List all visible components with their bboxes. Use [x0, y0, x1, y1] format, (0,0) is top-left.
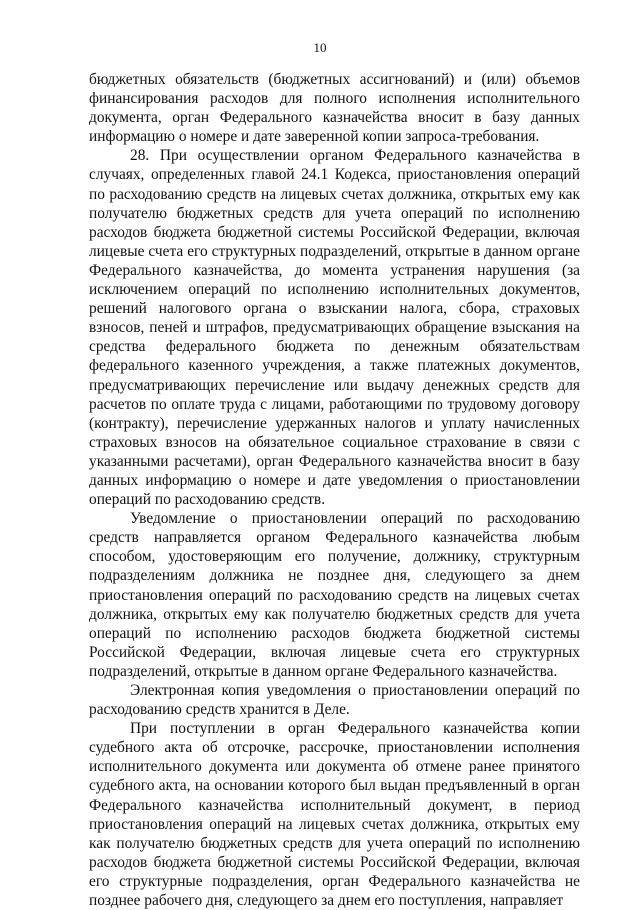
paragraph-continuation: бюджетных обязательств (бюджетных ассигнований) и (или) объемов финансирования расходов для полного исполнения исполнительного документа, орган Федерального казначейства вносит в базу данных информацию о номере и дате заверенной копии запроса-требования. — [89, 71, 580, 146]
paragraph-notification-sending: Уведомление о приостановлении операций по расходованию средств направляется органом Федерального казначейства любым способом, удостоверяющим его получение, должнику, структурным подразделениям должника не позднее дня, следующего за днем приостановления операций по расходованию средств на лицевых счетах должника, открытых ему как получателю бюджетных средств для учета операций по исполнению расходов бюджета бюджетной системы Российской Федерации, включая лицевые счета его структурных подразделений, открытые в данном органе Федерального казначейства. — [89, 510, 580, 680]
paragraph-item-28: 28. При осуществлении органом Федерального казначейства в случаях, определенных главой 24.1 Кодекса, приостановления операций по расходованию средств на лицевых счетах должника, открытых ему как получателю бюджетных средств для учета операций по исполнению расходов бюджета бюджетной системы Российской Федерации, включая лицевые счета его структурных подразделений, открытые в данном органе Федерального казначейства, до момента устранения нарушения (за исключением операций по исполнению исполнительных документов, решений налогового органа о взыскании налога, сбора, страховых взносов, пеней и штрафов, предусматривающих обращение взыскания на средства федерального бюджета по денежным обязательствам федерального казенного учреждения, а также платежных документов, предусматривающих перечисление или выдачу денежных средств для расчетов по оплате труда с лицами, работающими по трудовому договору (контракту), перечисление удержанных налогов и уплату начисленных страховых взносов на обязательное социальное страхование в связи с указанными расчетами), орган Федерального казначейства вносит в базу данных информацию о номере и дате уведомления о приостановлении операций по расходованию средств. — [89, 147, 580, 509]
paragraph-electronic-copy: Электронная копия уведомления о приостановлении операций по расходованию средств хранится в Деле. — [89, 682, 580, 719]
paragraph-court-act-receipt: При поступлении в орган Федерального казначейства копии судебного акта об отсрочке, рассрочке, приостановлении исполнения исполнительного документа или документа об отмене ранее принятого судебного акта, на основании которого был выдан предъявленный в орган Федерального казначейства исполнительный документ, в период приостановления операций на лицевых счетах должника, открытых ему как получателю бюджетных средств для учета операций по исполнению расходов бюджета бюджетной системы Российской Федерации, включая его структурные подразделения, орган Федерального казначейства не позднее рабочего дня, следующего за днем его поступления, направляет — [89, 720, 580, 910]
page-number: 10 — [313, 40, 327, 55]
document-body — [89, 70, 580, 910]
